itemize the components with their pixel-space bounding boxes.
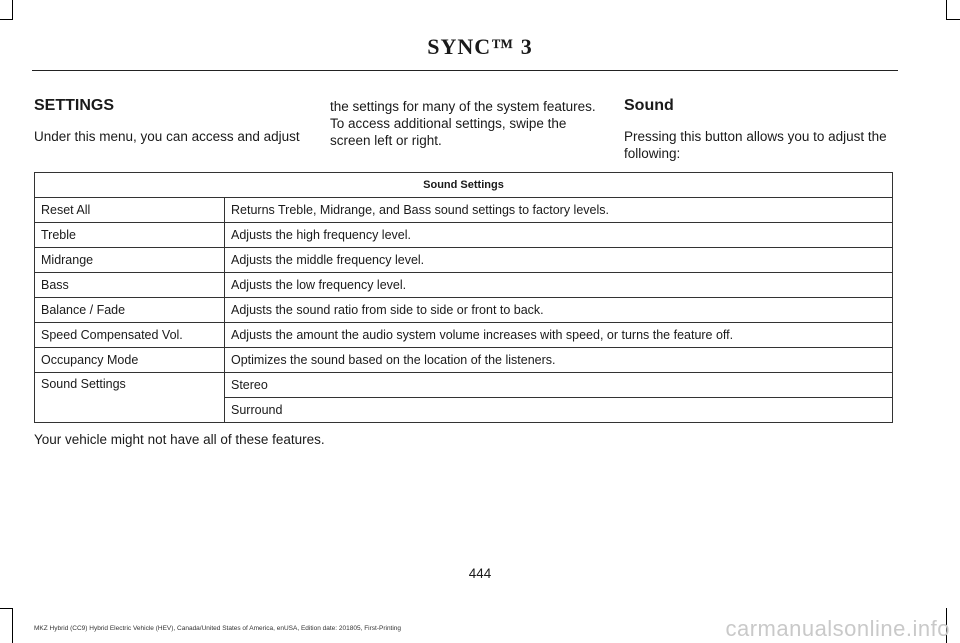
table-row (35, 273, 893, 298)
row-label: Treble (35, 223, 225, 248)
sound-heading: Sound (624, 97, 674, 114)
table-row (35, 223, 893, 248)
watermark: carmanualsonline.info (725, 616, 950, 641)
row-description: Returns Treble, Midrange, and Bass sound settings to factory levels. (225, 198, 893, 223)
sound-column (624, 96, 898, 162)
crop-mark (12, 0, 13, 20)
row-description: Adjusts the sound ratio from side to side or front to back. (225, 298, 893, 323)
table-row (35, 198, 893, 223)
table-row (35, 323, 893, 348)
row-option: Stereo (225, 373, 893, 398)
header-divider (32, 70, 898, 71)
table-row (35, 298, 893, 323)
page-header-title: SYNC™ 3 (427, 34, 533, 59)
row-label: Speed Compensated Vol. (35, 323, 225, 348)
crop-mark (0, 19, 13, 20)
row-description: Adjusts the low frequency level. (225, 273, 893, 298)
table-caption-row (35, 173, 893, 198)
sound-intro-text: Pressing this button allows you to adjust the following: (624, 129, 887, 161)
settings-continued-text: the settings for many of the system features. To access additional settings, swipe the screen left or right. (330, 99, 596, 148)
sound-settings-table (34, 172, 893, 423)
row-label: Midrange (35, 248, 225, 273)
footnote: Your vehicle might not have all of these features. (34, 432, 325, 447)
footer-edition-text: MKZ Hybrid (CC9) Hybrid Electric Vehicle (HEV), Canada/United States of America, enUSA, Edition date: 201805, First-Printing (34, 625, 402, 632)
row-label: Bass (35, 273, 225, 298)
row-label: Balance / Fade (35, 298, 225, 323)
row-option: Surround (225, 398, 893, 423)
settings-intro-text: Under this menu, you can access and adjust (34, 129, 300, 144)
crop-mark (12, 608, 13, 643)
table-row (35, 373, 893, 398)
table-caption: Sound Settings (35, 173, 893, 198)
row-description: Adjusts the amount the audio system volume increases with speed, or turns the feature off. (225, 323, 893, 348)
row-label: Occupancy Mode (35, 348, 225, 373)
table-row (35, 348, 893, 373)
crop-mark (946, 0, 947, 20)
row-label: Reset All (35, 198, 225, 223)
settings-heading: SETTINGS (34, 97, 115, 114)
row-description: Adjusts the high frequency level. (225, 223, 893, 248)
row-description: Adjusts the middle frequency level. (225, 248, 893, 273)
settings-continued-column (330, 98, 602, 149)
crop-mark (946, 19, 960, 20)
table-row (35, 248, 893, 273)
settings-column (34, 96, 306, 145)
row-description: Optimizes the sound based on the location of the listeners. (225, 348, 893, 373)
row-label: Sound Settings (35, 373, 225, 423)
page-number: 444 (468, 566, 492, 581)
crop-mark (0, 608, 13, 609)
